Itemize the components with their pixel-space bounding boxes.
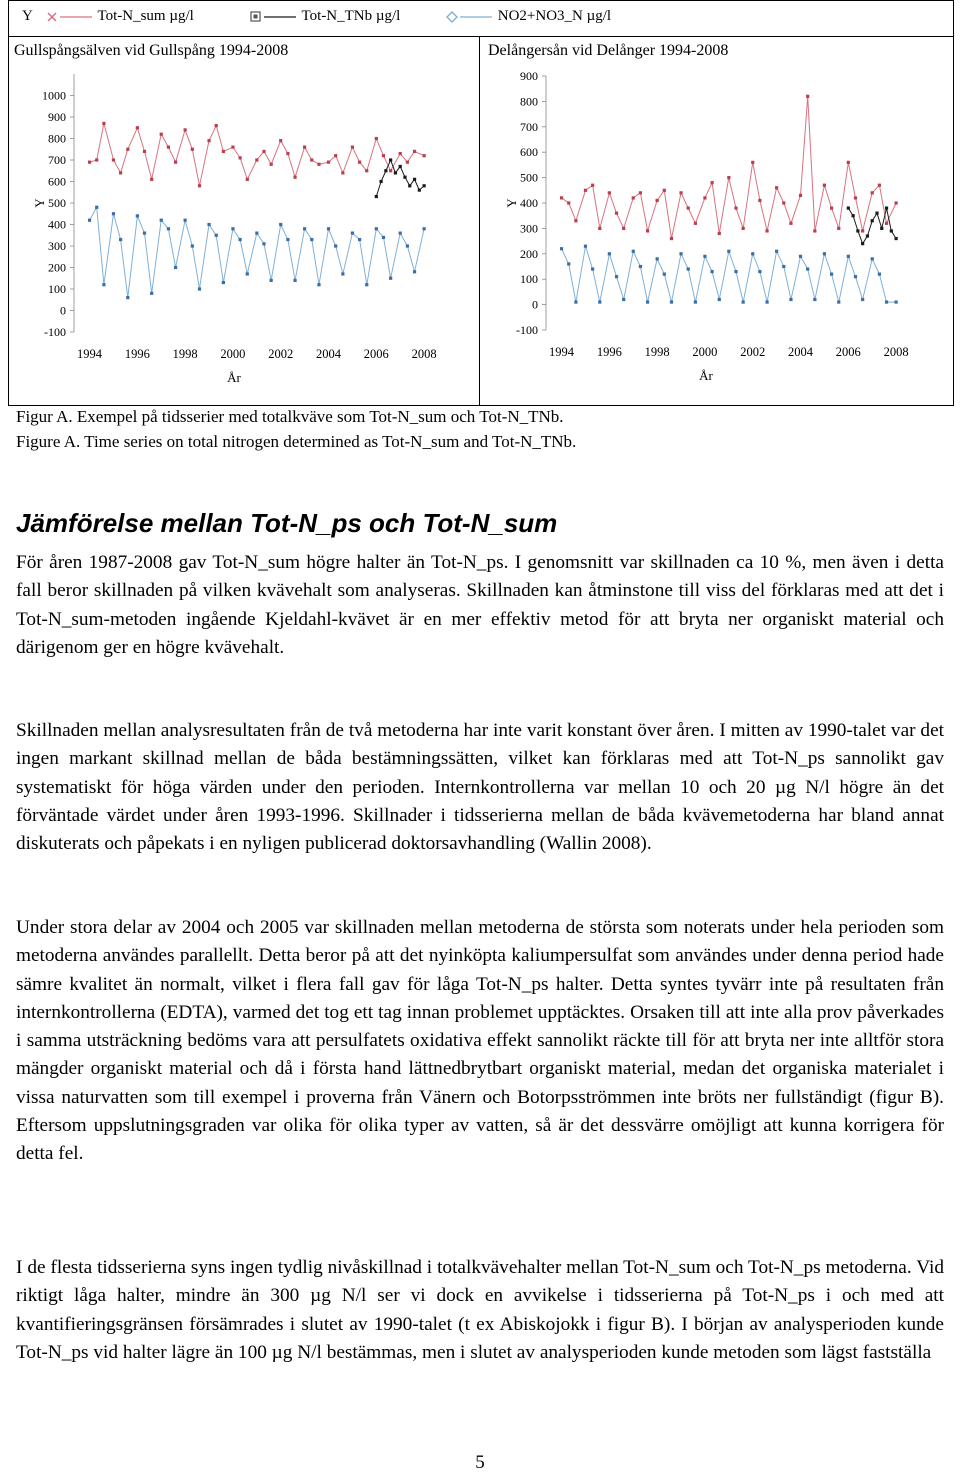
data-point [255,232,258,235]
data-point [598,227,601,230]
data-point [806,267,809,270]
data-point [679,252,682,255]
data-point [608,191,611,194]
y-tick-label: 600 [520,145,538,160]
data-point [632,196,635,199]
x-marker-icon [44,10,94,24]
data-point [765,300,768,303]
data-point [727,176,730,179]
data-point [310,158,313,161]
data-point [856,229,859,232]
y-tick-label: 300 [48,239,66,253]
data-point [191,244,194,247]
data-point [399,152,402,155]
data-point [823,252,826,255]
legend-item-totn-tnb [248,8,400,25]
data-point [389,158,392,161]
y-tick-label: 1000 [42,88,66,103]
data-point [775,250,778,253]
data-point [198,184,201,187]
y-tick-label: 500 [520,170,538,185]
y-tick-label: 900 [520,69,538,83]
data-point [830,273,833,276]
data-point [823,184,826,187]
data-point [837,227,840,230]
x-tick-label: 1998 [644,345,670,359]
data-point [591,267,594,270]
data-point [670,237,673,240]
data-point [847,206,850,209]
data-point [184,128,187,131]
panel-title-gullspang: Gullspångsälven vid Gullspång 1994-2008 [14,42,289,59]
data-point [150,178,153,181]
data-point [215,124,218,127]
data-point [567,262,570,265]
x-axis-label: År [699,368,713,383]
y-axis-label: Y [504,198,519,208]
data-point [646,229,649,232]
data-point [239,156,242,159]
legend-label-totn-tnb: Tot-N_TNb µg/l [301,8,401,24]
data-point [622,227,625,230]
paragraph-4: I de flesta tidsserierna syns ingen tydlig nivåskillnad i totalkvävehalter mellan Tot-N_sum och Tot-N_ps metoderna. Vid riktigt låga halter, mindre än 300 µg N/l ser vi dock en avvikelse i tidsserierna på Tot-N_ps i och med att kvantifieringsgränsen försämrades i slutet av 1990-talet (t ex Abiskojokk i figur B). I början av analysperioden kunde Tot-N_ps vid halter lägre än 100 µg N/l bestämmas, men i slutet av analysperioden kunde metoden som lägst fastställa [16,1257,944,1363]
data-point [334,244,337,247]
data-point [327,227,330,230]
data-point [406,161,409,164]
y-tick-label: -100 [44,325,66,339]
data-point [584,189,587,192]
x-tick-label: 2000 [220,347,246,361]
data-point [861,229,864,232]
data-point [286,238,289,241]
x-tick-label: 2002 [268,347,294,361]
y-tick-label: -100 [516,323,538,337]
data-point [598,300,601,303]
data-point [560,196,563,199]
y-tick-label: 700 [520,119,538,134]
y-tick-label: 800 [520,94,538,109]
data-point [789,222,792,225]
series-line-0 [90,123,425,185]
series-line-1 [848,208,896,244]
data-point [789,298,792,301]
data-point [895,201,898,204]
data-point [351,232,354,235]
data-point [399,232,402,235]
data-point [341,171,344,174]
data-point [408,184,411,187]
x-tick-label: 2006 [835,345,861,359]
data-point [246,272,249,275]
chart-delanger [480,60,950,400]
data-point [878,273,881,276]
y-tick-label: 300 [520,221,538,236]
data-point [854,196,857,199]
y-tick-label: 500 [48,196,66,210]
data-point [102,283,105,286]
data-point [837,300,840,303]
series-line-2 [90,207,425,297]
paragraph-2: Skillnaden mellan analysresultaten från de två metoderna har inte varit konstant över åren. I mitten av 1990-talet var det ingen markant skillnad mellan de båda bestämningssätten, vilket kan förklaras med att Tot-N_ps sannolikt gav systematiskt för höga värden under den perioden. Internkontrollerna var mellan 10 och 20 µg N/l högre än det förväntade värdet under åren 1993-1996. Skillnader i tidsserierna mellan de båda kvävemetoderna har bland annat diskuterats och påpekats i en nyligen publicerad doktorsavhandling (Wallin 2008). [16,720,944,855]
data-point [160,133,163,136]
legend-label-totn-sum: Tot-N_sum µg/l [97,8,194,24]
data-point [880,227,883,230]
y-tick-label: 100 [520,272,538,287]
panel-title-delanger: Delångersån vid Delånger 1994-2008 [488,42,729,59]
data-point [782,201,785,204]
data-point [365,283,368,286]
data-point [239,238,242,241]
data-point [851,214,854,217]
data-point [279,139,282,142]
x-tick-label: 2008 [411,347,437,361]
data-point [95,158,98,161]
data-point [813,229,816,232]
x-tick-label: 1994 [77,347,103,361]
data-point [88,161,91,164]
data-point [646,300,649,303]
data-point [765,229,768,232]
data-point [207,223,210,226]
data-point [358,161,361,164]
data-point [632,250,635,253]
data-point [207,139,210,142]
paragraph-3: Under stora delar av 2004 och 2005 var skillnaden mellan metoderna de största som noterats under hela perioden som metoderna användes parallellt. Detta beror på att det nyinköpta kaliumpersulfat som användes under denna period hade sämre kvalitet än normalt, vilket i flera fall gav för låga Tot-N_ps halter. Detta syntes tyvärr inte på resultaten från internkontrollerna (EDTA), varmed det tog ett tag innan problemet upptäcktes. Orsaken till att inte alla prov påverkades i samma utsträckning bedöms vara att persulfatets oxidativa effekt sannolikt räckte till för att bryta ner inte alltför stora mängder organiskt material och då i första hand lättnedbrytbart organiskt material, medan det organiska materialet i vissa naturvatten som till exempel i proverna från Vänern och Botorpsströmmen inte bröts ner fullständigt (figur B). Eftersom uppslutningsgraden var olika för olika typer av vatten, så är det dessvärre omöjligt att kunna korrigera för detta fel. [16,917,944,1165]
y-tick-label: 400 [48,217,66,232]
data-point [574,219,577,222]
data-point [895,300,898,303]
data-point [639,265,642,268]
data-point [303,146,306,149]
data-point [126,296,129,299]
data-point [885,206,888,209]
page-number: 5 [475,1452,485,1473]
data-point [782,265,785,268]
y-tick-label: 800 [48,131,66,146]
data-point [262,150,265,153]
data-point [670,300,673,303]
y-axis-label: Y [32,198,47,208]
data-point [150,292,153,295]
data-point [413,150,416,153]
data-point [751,161,754,164]
data-point [317,163,320,166]
x-tick-label: 2002 [740,345,766,359]
legend-item-no2no3 [444,8,611,25]
data-point [231,146,234,149]
data-point [885,222,888,225]
data-point [895,237,898,240]
x-tick-label: 2000 [692,345,718,359]
data-point [246,178,249,181]
data-point [703,255,706,258]
data-point [830,206,833,209]
data-point [222,281,225,284]
data-point [423,154,426,157]
y-tick-label: 900 [48,110,66,124]
data-point [758,199,761,202]
data-point [293,279,296,282]
data-point [694,222,697,225]
data-point [382,154,385,157]
x-tick-label: 2004 [788,345,814,359]
data-point [358,238,361,241]
data-point [215,234,218,237]
data-point [184,219,187,222]
data-point [351,146,354,149]
data-point [574,300,577,303]
data-point [608,252,611,255]
data-point [222,150,225,153]
data-point [742,227,745,230]
data-point [703,196,706,199]
y-tick-label: 700 [48,153,66,167]
data-point [711,181,714,184]
data-point [656,257,659,260]
x-tick-label: 2004 [316,347,342,361]
data-point [799,194,802,197]
data-point [303,227,306,230]
y-tick-label: 100 [48,282,66,296]
series-line-2 [562,246,897,302]
data-point [847,161,850,164]
figure-caption-en: Figure A. Time series on total nitrogen determined as Tot-N_sum and Tot-N_TNb. [16,432,577,451]
data-point [375,137,378,140]
data-point [174,266,177,269]
section-heading: Jämförelse mellan Tot-N_ps och Tot-N_sum [16,508,558,538]
data-point [126,148,129,151]
y-tick-label: 200 [520,246,538,261]
data-point [871,191,874,194]
data-point [327,161,330,164]
legend-label-no2no3: NO2+NO3_N µg/l [497,8,612,24]
chart-gullspang [8,60,478,400]
data-point [871,257,874,260]
data-point [231,227,234,230]
paragraph-1: För åren 1987-2008 gav Tot-N_sum högre halter än Tot-N_ps. I genomsnitt var skillnaden ca 10 %, men även i detta fall beror skillnaden på vilken kvävehalt som analyseras. Skillnaden kan åtminstone till viss del förklaras med att det i Tot-N_sum-metoden ingående Kjeldahl-kvävet är en mer effektiv metod för att bryta ner organiskt material och därigenom ger en högre kvävehalt. [16,552,944,658]
data-point [102,122,105,125]
data-point [775,186,778,189]
y-tick-label: 200 [48,260,66,275]
data-point [663,273,666,276]
data-point [399,165,402,168]
data-point [866,234,869,237]
data-point [758,270,761,273]
square-marker-icon [248,10,298,24]
data-point [861,298,864,301]
data-point [694,300,697,303]
y-tick-label: 400 [520,196,538,210]
data-point [813,298,816,301]
data-point [375,227,378,230]
data-point [112,212,115,215]
data-point [615,275,618,278]
data-point [885,300,888,303]
data-point [639,191,642,194]
data-point [751,252,754,255]
data-point [384,169,387,172]
data-point [413,270,416,273]
legend-item-totn-sum [44,8,194,25]
x-tick-label: 1998 [172,347,198,361]
data-point [119,238,122,241]
data-point [663,189,666,192]
data-point [389,277,392,280]
data-point [136,126,139,129]
data-point [389,169,392,172]
data-point [687,206,690,209]
data-point [198,287,201,290]
x-axis-label: År [227,370,241,385]
data-point [584,245,587,248]
data-point [742,300,745,303]
data-point [560,247,563,250]
diamond-marker-icon [444,10,494,24]
data-point [718,232,721,235]
data-point [871,219,874,222]
series-line-0 [562,96,897,238]
data-point [255,158,258,161]
data-point [279,223,282,226]
data-point [365,169,368,172]
data-point [160,219,163,222]
data-point [112,158,115,161]
data-point [711,270,714,273]
data-point [88,219,91,222]
x-tick-label: 1996 [596,345,622,359]
data-point [890,229,893,232]
figure-caption-sv: Figur A. Exempel på tidsserier med totalkväve som Tot-N_sum och Tot-N_TNb. [16,407,564,426]
data-point [591,184,594,187]
data-point [262,242,265,245]
data-point [622,298,625,301]
data-point [143,232,146,235]
data-point [679,191,682,194]
y-tick-label: 0 [532,297,538,312]
data-point [406,244,409,247]
data-point [423,184,426,187]
data-point [382,236,385,239]
data-point [854,275,857,278]
data-point [418,189,421,192]
x-tick-label: 2006 [363,347,389,361]
y-tick-label: 0 [60,303,66,318]
data-point [167,227,170,230]
data-point [403,176,406,179]
data-point [727,250,730,253]
data-point [687,267,690,270]
data-point [136,214,139,217]
data-point [95,206,98,209]
data-point [799,255,802,258]
data-point [656,199,659,202]
x-tick-label: 2008 [883,345,909,359]
data-point [847,255,850,258]
data-point [861,242,864,245]
data-point [567,201,570,204]
data-point [143,150,146,153]
data-point [286,152,289,155]
data-point [119,171,122,174]
data-point [375,195,378,198]
data-point [423,227,426,230]
data-point [878,184,881,187]
data-point [615,212,618,215]
data-point [394,171,397,174]
data-point [270,279,273,282]
data-point [806,95,809,98]
x-tick-label: 1996 [124,347,150,361]
data-point [413,178,416,181]
data-point [317,283,320,286]
y-tick-label: 600 [48,174,66,189]
data-point [310,238,313,241]
data-point [379,180,382,183]
data-point [718,298,721,301]
legend-y-label: Y [22,8,33,24]
data-point [270,163,273,166]
data-point [734,206,737,209]
data-point [167,146,170,149]
data-point [341,272,344,275]
data-point [191,148,194,151]
figure-a [8,0,954,406]
data-point [734,270,737,273]
data-point [875,212,878,215]
x-tick-label: 1994 [549,345,575,359]
data-point [174,161,177,164]
data-point [293,176,296,179]
data-point [334,154,337,157]
